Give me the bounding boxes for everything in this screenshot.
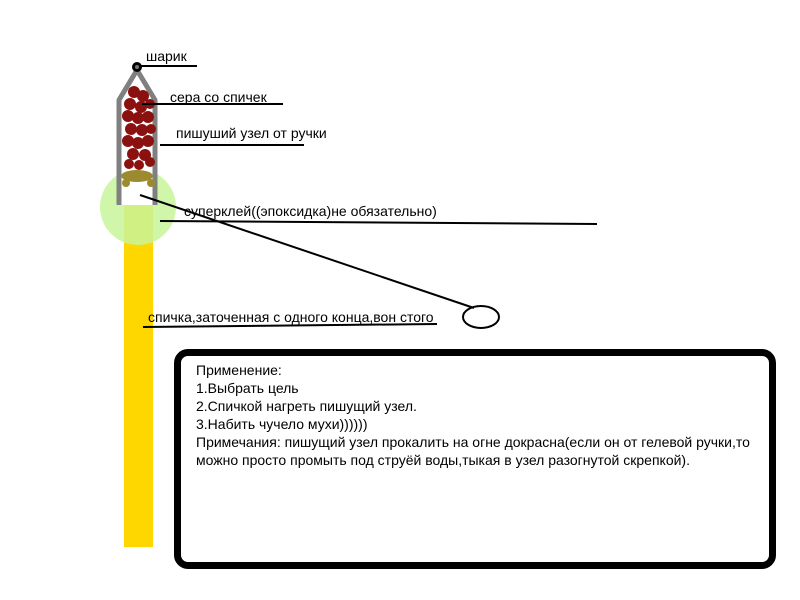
notes-title: Применение:	[196, 362, 282, 378]
label-sulfur: сера со спичек	[170, 89, 267, 105]
label-glue: суперклей((эпоксидка)не обязательно)	[184, 203, 437, 219]
notes-text	[196, 361, 766, 469]
label-match	[148, 309, 434, 325]
label-match-circled-word: того	[406, 309, 434, 325]
notes-line-1: 1.Выбрать цель	[196, 380, 299, 396]
circled-word-outline	[463, 306, 499, 328]
tip-ball-highlight	[135, 65, 139, 69]
notes-line-2: 2.Спичкой нагреть пишущий узел.	[196, 398, 417, 414]
notes-remark: Примечания: пишущий узел прокалить на огне докрасна(если он от гелевой ручки,то можно просто промыть под струёй воды,тыкая в узел разогнутой скрепкой).	[196, 434, 750, 468]
notes-line-3: 3.Набить чучело мухи))))))	[196, 416, 368, 432]
label-match-prefix: спичка,заточенная с одного конца,вон с	[148, 309, 407, 325]
label-ball: шарик	[146, 48, 187, 64]
writing-unit-left-nub	[122, 179, 130, 187]
writing-unit-right-nub	[147, 179, 155, 187]
notes-box	[174, 349, 776, 569]
label-writing-unit: пишуший узел от ручки	[176, 125, 327, 141]
